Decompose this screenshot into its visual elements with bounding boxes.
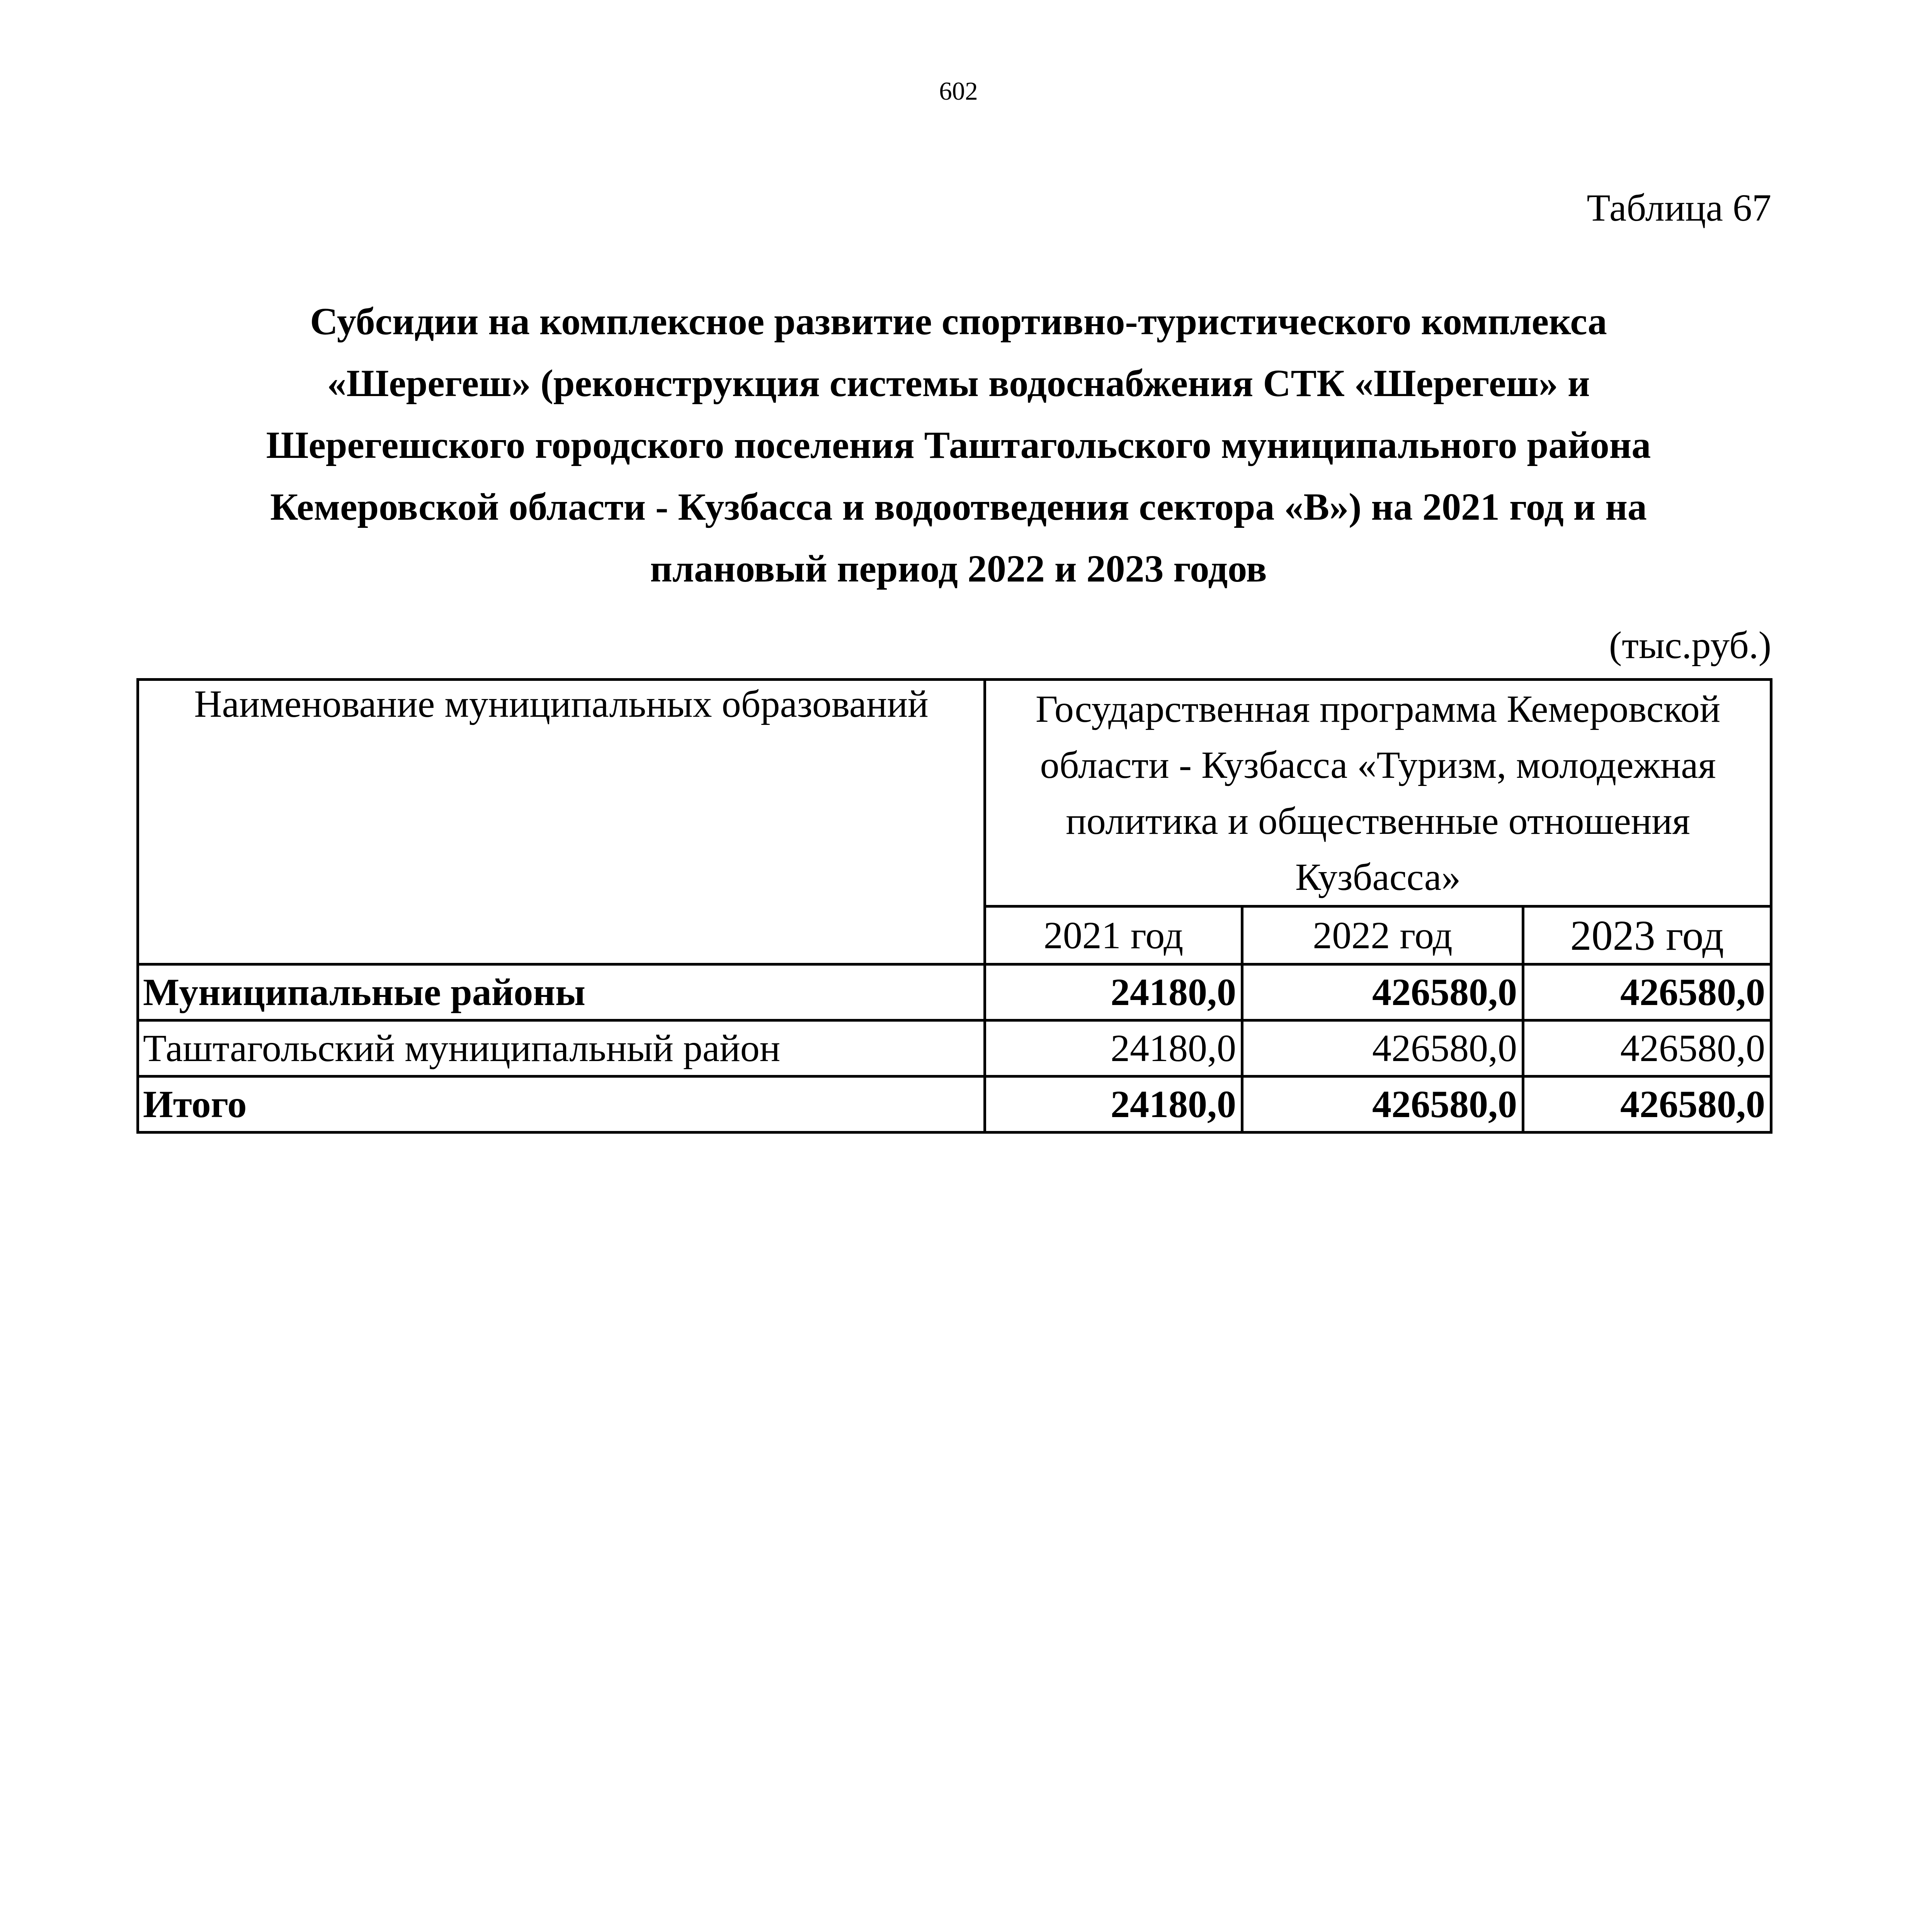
title-line: Шерегешского городского поселения Таштагольского муниципального района	[266, 423, 1651, 466]
program-line: политика и общественные отношения	[1066, 799, 1690, 842]
row-name: Итого	[138, 1077, 985, 1133]
header-program	[985, 680, 1771, 906]
program-line: Кузбасса»	[1295, 855, 1461, 898]
value-2022: 426580,0	[1242, 964, 1523, 1020]
header-year-2022: 2022 год	[1242, 906, 1523, 964]
page-number: 602	[939, 77, 978, 105]
value-2022: 426580,0	[1242, 1020, 1523, 1077]
document-title	[175, 291, 1742, 600]
table-header-row	[138, 680, 1771, 906]
table-row	[138, 1020, 1771, 1077]
row-name: Таштагольский муниципальный район	[138, 1020, 985, 1077]
unit-note: (тыс.руб.)	[1609, 624, 1771, 667]
table-label: Таблица 67	[1587, 186, 1771, 229]
title-line: Кемеровской области - Кузбасса и водоотведения сектора «В») на 2021 год и на	[270, 485, 1647, 528]
header-year-2021: 2021 год	[985, 906, 1242, 964]
title-line: «Шерегеш» (реконструкция системы водоснабжения СТК «Шерегеш» и	[327, 362, 1590, 405]
value-2021: 24180,0	[985, 1020, 1242, 1077]
header-municipality-name: Наименование муниципальных образований	[138, 680, 985, 964]
value-2023: 426580,0	[1523, 964, 1771, 1020]
program-line: Государственная программа Кемеровской	[1035, 687, 1721, 730]
row-name: Муниципальные районы	[138, 964, 985, 1020]
title-line: Субсидии на комплексное развитие спортивно-туристического комплекса	[310, 300, 1607, 343]
value-2022: 426580,0	[1242, 1077, 1523, 1133]
value-2021: 24180,0	[985, 1077, 1242, 1133]
value-2023: 426580,0	[1523, 1020, 1771, 1077]
table-row	[138, 964, 1771, 1020]
title-line: плановый период 2022 и 2023 годов	[650, 547, 1267, 590]
table-row-total	[138, 1077, 1771, 1133]
header-year-2023: 2023 год	[1523, 906, 1771, 964]
program-line: области - Кузбасса «Туризм, молодежная	[1040, 743, 1716, 786]
value-2023: 426580,0	[1523, 1077, 1771, 1133]
subsidy-table	[136, 678, 1772, 1134]
value-2021: 24180,0	[985, 964, 1242, 1020]
